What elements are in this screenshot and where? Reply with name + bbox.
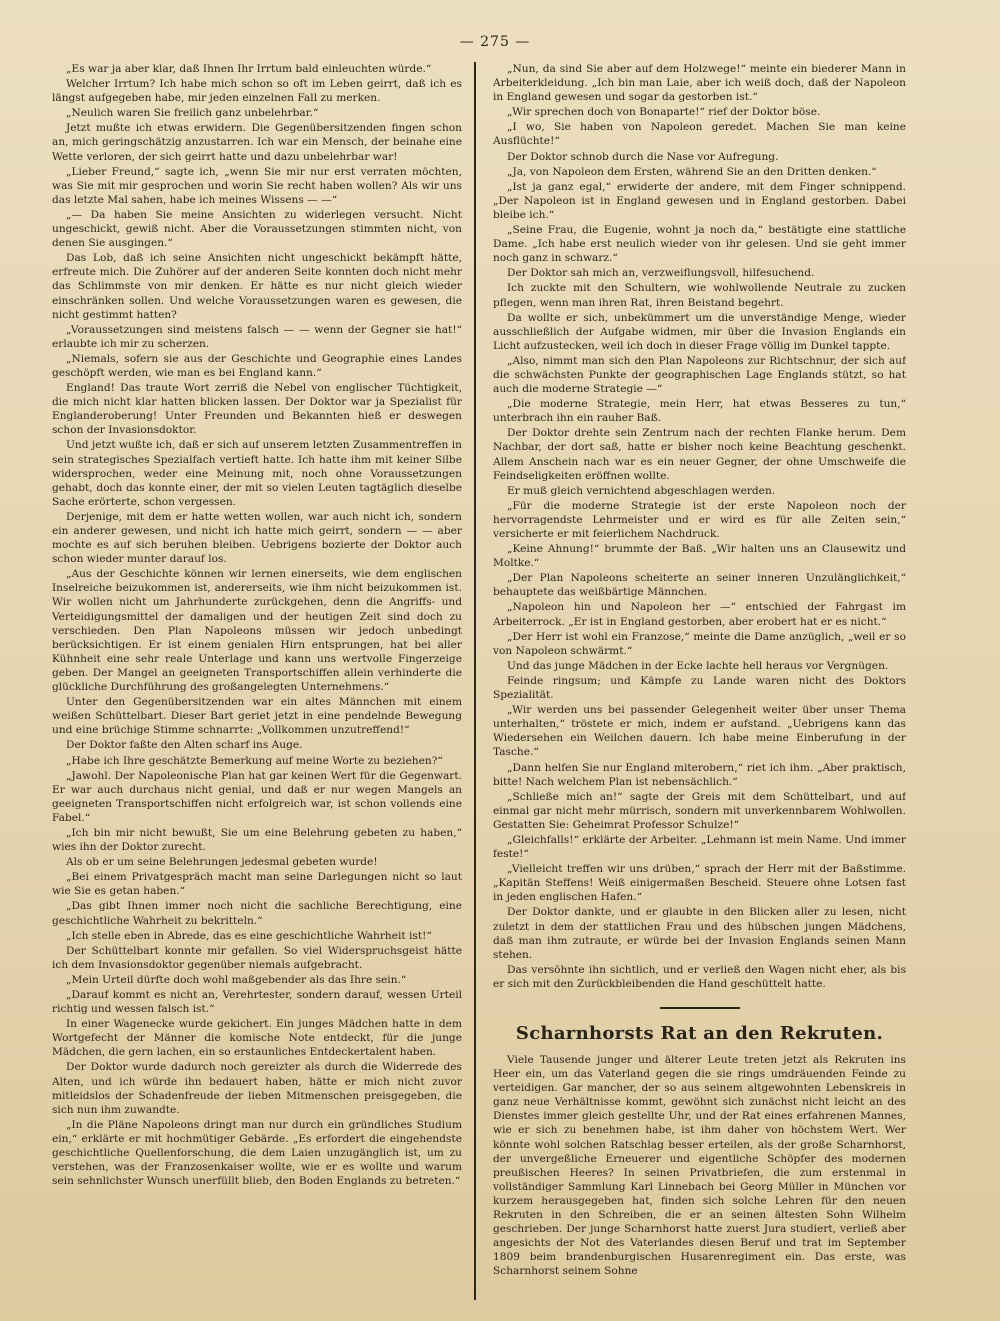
paragraph: „Vielleicht treffen wir uns drüben,“ sprach der Herr mit der Baßstimme. „Kapitän Steffens! Weiß einigermaßen Bescheid. Steuere ohne Lotsen fast in jeden englischen Hafen.“: [493, 863, 906, 904]
paragraph: „Lieber Freund,“ sagte ich, „wenn Sie mir nur erst verraten möchten, was Sie mit mir gesprochen und worin Sie recht haben wollen? Als wir uns das letzte Mal sahen, habe ich meines Wissens — —“: [52, 165, 462, 206]
paragraph: „Wir werden uns bei passender Gelegenheit weiter über unser Thema unterhalten,“ tröstete er mich, indem er aufstand. „Uebrigens kann das Wiedersehen ein Weilchen dauern. Ich habe meine Einberufung in der Tasche.“: [493, 704, 906, 759]
paragraph: „Ich stelle eben in Abrede, das es eine geschichtliche Wahrheit ist!“: [66, 929, 432, 942]
paragraph: „Es war ja aber klar, daß Ihnen Ihr Irrtum bald einleuchten würde.“: [66, 63, 432, 75]
paragraph: Der Doktor schnob durch die Nase vor Aufregung.: [507, 150, 779, 163]
story-continuation: [493, 62, 906, 991]
paragraph: Das Lob, daß ich seine Ansichten nicht ungeschickt bekämpft hätte, erfreute mich. Die Zuhörer auf der anderen Seite konnten doch nicht mehr das Schlimmste von mir denken. Er hätte es nur nicht gleich wieder einschränken sollen. Und welche Voraussetzungen waren es gewesen, die nicht gestimmt hatten?: [52, 252, 462, 321]
page-number: — 275 —: [459, 34, 531, 50]
paragraph: Und jetzt wußte ich, daß er sich auf unserem letzten Zusammentreffen in sein strategisches Spezialfach vertieft hatte. Ich hatte ihm mit keiner Silbe widersprochen, weder eine Meinung mit, noch ohne Voraussetzungen gehabt, doch das konnte einer, der mit so vielen Leuten tagtäglich dieselbe Sache erörterte, schon vergessen.: [52, 439, 462, 508]
paragraph: Der Doktor sah mich an, verzweiflungsvoll, hilfesuchend.: [507, 267, 815, 280]
paragraph: In einer Wagenecke wurde gekichert. Ein junges Mädchen hatte in dem Wortgefecht der Männer die komische Note entdeckt, für die junge Mädchen, die gern lachen, ein so erstaunliches Entdeckertalent haben.: [52, 1018, 462, 1059]
paragraph: Derjenige, mit dem er hatte wetten wollen, war auch nicht ich, sondern ein anderer gewesen, und nicht ich hatte mich geirrt, sondern — — aber mochte es auf sich beruhen bleiben. Uebrigens bozierte der Doktor auch schon wieder munter darauf los.: [52, 510, 462, 566]
paragraph: „Jawohl. Der Napoleonische Plan hat gar keinen Wert für die Gegenwart. Er war auch durchaus nicht genial, und daß er nur wegen Mangels an geeigneten Transportschiffen nicht erfolgreich war, ist schon vollends eine Fabel.“: [52, 769, 462, 824]
paragraph: „Darauf kommt es nicht an, Verehrtester, sondern darauf, wessen Urteil richtig und wessen falsch ist.“: [52, 989, 462, 1016]
paragraph: Und das junge Mädchen in der Ecke lachte hell heraus vor Vergnügen.: [507, 659, 889, 672]
paragraph: Welcher Irrtum? Ich habe mich schon so oft im Leben geirrt, daß ich es längst aufgegeben habe, mir jeden einzelnen Fall zu merken.: [52, 78, 462, 105]
paragraph: „Habe ich Ihre geschätzte Bemerkung auf meine Worte zu beziehen?“: [66, 754, 443, 767]
paragraph: Er muß gleich vernichtend abgeschlagen werden.: [507, 484, 776, 497]
paragraph: „Voraussetzungen sind meistens falsch — — wenn der Gegner sie hat!“ erlaubte ich mir zu scherzen.: [52, 323, 462, 350]
paragraph: „Aus der Geschichte können wir lernen einerseits, wie dem englischen Inselreiche beizukommen ist, andererseits, wie ihm nicht beizukommen ist. Wir wollen nicht um Jahrhunderte zurückgehen, denn die Angriffs- und Verteidigungsmittel der damaligen und der heutigen Zeit sind doch zu verschieden. Den Plan Napoleons müssen wir jedoch unbedingt berücksichtigen. Er ist einem genialen Hirn entsprungen, hat bei aller Kühnheit eine sehr reale Unterlage und kann uns wertvolle Fingerzeige geben. Der Mangel an geeigneten Transportschiffen allein verhinderte die glückliche Durchführung des großangelegten Unternehmens.“: [52, 568, 462, 694]
paragraph: Der Doktor faßte den Alten scharf ins Auge.: [66, 739, 303, 752]
paragraph: „Seine Frau, die Eugenie, wohnt ja noch da,“ bestätigte eine stattliche Dame. „Ich habe erst neulich wieder von ihr gelesen. Und sie geht immer noch ganz in schwarz.“: [493, 224, 906, 265]
paragraph: „Ich bin mir nicht bewußt, Sie um eine Belehrung gebeten zu haben,“ wies ihn der Doktor zurecht.: [52, 826, 462, 854]
left-column: [52, 62, 462, 1300]
paragraph: „Ja, von Napoleon dem Ersten, während Sie an den Dritten denken.“: [507, 165, 877, 178]
paragraph: Viele Tausende junger und älterer Leute treten jetzt als Rekruten ins Heer ein, um das Vaterland gegen die sie rings umdräuenden Feinde zu verteidigen. Gar mancher, der so aus seinem altgewohnten Lebenskreis in ganz neue Verhältnisse kommt, gewöhnt sich zunächst nicht leicht an des Dienstes immer gleich gestellte Uhr, und der Rat eines erfahrenen Mannes, wie er sich zu benehmen habe, ist ihm daher von höchstem Wert. Wer könnte wohl solchen Ratschlag besser erteilen, als der große Scharnhorst, der unvergeßliche Erneuerer und eigentliche Schöpfer des modernen preußischen Heeres? In seinen Privatbriefen, die zum erstenmal in vollständiger Sammlung Karl Linnebach bei Georg Müller in München vor kurzem herausgegeben hat, finden sich solche Lehren für den neuen Rekruten in den Schreiben, die er an seinen ältesten Sohn Wilhelm geschrieben. Der junge Scharnhorst hatte zuerst Jura studiert, verließ aber angesichts der Not des Vaterlandes diesen Beruf und trat im September 1809 beim brandenburgischen Husarenregiment ein. Das erste, was Scharnhorst seinem Sohne: [493, 1054, 906, 1278]
paragraph: „Keine Ahnung!“ brummte der Baß. „Wir halten uns an Clausewitz und Moltke.“: [493, 543, 906, 570]
paragraph: Unter den Gegenübersitzenden war ein altes Männchen mit einem weißen Schüttelbart. Dieser Bart geriet jetzt in eine pendelnde Bewegung und eine brüchige Stimme schnarrte: „Vollkommen unzutreffend!“: [52, 696, 462, 737]
paragraph: „I wo, Sie haben von Napoleon geredet. Machen Sie man keine Ausflüchte!“: [493, 121, 906, 148]
paragraph: Feinde ringsum; und Kämpfe zu Lande waren nicht des Doktors Spezialität.: [493, 674, 906, 702]
right-column: [493, 62, 906, 1300]
paragraph: „Die moderne Strategie, mein Herr, hat etwas Besseres zu tun,“ unterbrach ihn ein rauher Baß.: [493, 398, 906, 425]
paragraph: „Das gibt Ihnen immer noch nicht die sachliche Berechtigung, eine geschichtliche Wahrheit zu bekritteln.“: [52, 900, 462, 927]
paragraph: „Mein Urteil dürfte doch wohl maßgebender als das Ihre sein.“: [66, 973, 407, 986]
paragraph: „Niemals, sofern sie aus der Geschichte und Geographie eines Landes geschöpft werden, wie man es bei England kann.“: [52, 352, 462, 379]
paragraph: Der Doktor wurde dadurch noch gereizter als durch die Widerrede des Alten, und ich würde ihn bedauert haben, hätte er mich nicht zuvor mitleidslos der Schadenfreude der lieben Mitmenschen preisgegeben, die sich nun ihm zuwandte.: [52, 1061, 462, 1116]
section-rule: [660, 1007, 740, 1009]
column-divider: [474, 62, 476, 1300]
paragraph: „In die Pläne Napoleons dringt man nur durch ein gründliches Studium ein,“ erklärte er mit hochmütiger Gebärde. „Es erfordert die eingehendste geschichtliche Quellenforschung, die dem Laien unzugänglich ist, um zu verstehen, was der Franzosenkaiser wollte, wie er es wollte und warum sein sehnlichster Wunsch unerfüllt blieb, den Boden Englands zu betreten.“: [52, 1118, 462, 1188]
paragraph: Da wollte er sich, unbekümmert um die unverständige Menge, wieder ausschließlich der Aufgabe widmen, mir über die Invasion Englands ein Licht aufzustecken, weil ich doch in dieser Frage völlig im Dunkel tappte.: [493, 311, 906, 352]
paragraph: „Der Plan Napoleons scheiterte an seiner inneren Unzulänglichkeit,“ behauptete das weißbärtige Männchen.: [493, 572, 906, 599]
paragraph: „Also, nimmt man sich den Plan Napoleons zur Richtschnur, der sich auf die schwächsten Punkte der geographischen Lage Englands stützt, so hat auch die moderne Strategie —“: [493, 354, 906, 396]
paragraph: Der Doktor drehte sein Zentrum nach der rechten Flanke herum. Dem Nachbar, der dort saß, hatte er bisher noch keine Beachtung geschenkt. Allem Anschein nach war es ein neuer Gegner, der ohne Umschweife die Feindseligkeiten eröffnen wollte.: [493, 427, 906, 482]
paragraph: Der Schüttelbart konnte mir gefallen. So viel Widerspruchsgeist hätte ich dem Invasionsdoktor gegenüber niemals aufgebracht.: [52, 944, 462, 971]
paragraph: „Dann helfen Sie nur England miterobern,“ riet ich ihm. „Aber praktisch, bitte! Nach welchem Plan ist nebensächlich.“: [493, 761, 906, 788]
section-body: [493, 1053, 906, 1279]
paragraph: „Ist ja ganz egal,“ erwiderte der andere, mit dem Finger schnippend. „Der Napoleon ist in England gewesen und in England gestorben. Dabei bleibe ich.“: [493, 180, 906, 221]
paragraph: „Wir sprechen doch von Bonaparte!“ rief der Doktor böse.: [507, 106, 821, 119]
paragraph: Ich zuckte mit den Schultern, wie wohlwollende Neutrale zu zucken pflegen, wenn man ihren Rat, ihren Beistand begehrt.: [493, 282, 906, 309]
section-title: Scharnhorsts Rat an den Rekruten.: [515, 1023, 884, 1044]
paragraph: England! Das traute Wort zerriß die Nebel von englischer Tüchtigkeit, die mich nicht klar hatten blicken lassen. Der Doktor war ja Spezialist für Englanderoberung! Unter Freunden und Bekannten hieß er deswegen schon der Invasionsdoktor.: [52, 382, 462, 437]
paragraph: Der Doktor dankte, und er glaubte in den Blicken aller zu lesen, nicht zuletzt in dem der stattlichen Frau und des hübschen jungen Mädchens, daß man ihm zutraute, er würde bei der Invasion Englands seinen Mann stehen.: [493, 906, 906, 961]
paragraph: „Napoleon hin und Napoleon her —“ entschied der Fahrgast im Arbeiterrock. „Er ist in England gestorben, aber erobert hat er es nicht.“: [493, 601, 906, 628]
paragraph: Jetzt mußte ich etwas erwidern. Die Gegenübersitzenden fingen schon an, mich geringschätzig anzustarren. Ich war ein Mensch, der beinahe eine Wette verloren, der sich geirrt hatte und dazu unbelehrbar war!: [52, 122, 462, 163]
paragraph: Als ob er um seine Belehrungen jedesmal gebeten wurde!: [66, 856, 378, 869]
paragraph: Das versöhnte ihn sichtlich, und er verließ den Wagen nicht eher, als bis er sich mit den Zurückbleibenden die Hand geschüttelt hatte.: [493, 963, 906, 990]
paragraph: „Gleichfalls!“ erklärte der Arbeiter. „Lehmann ist mein Name. Und immer feste!“: [493, 833, 906, 861]
paragraph: „Schließe mich an!“ sagte der Greis mit dem Schüttelbart, und auf einmal gar nicht mehr mürrisch, sondern mit unverkennbarem Wohlwollen. Gestatten Sie: Geheimrat Professor Schulze!“: [493, 790, 906, 831]
paragraph: „Nun, da sind Sie aber auf dem Holzwege!“ meinte ein biederer Mann in Arbeiterkleidung. „Ich bin man Laie, aber ich weiß doch, daß der Napoleon in England gewesen und sogar da gestorben ist.“: [493, 63, 906, 104]
paragraph: „Neulich waren Sie freilich ganz unbelehrbar.“: [66, 107, 319, 120]
paragraph: „Bei einem Privatgespräch macht man seine Darlegungen nicht so laut wie Sie es getan haben.“: [52, 871, 462, 898]
paragraph: „Der Herr ist wohl ein Franzose,“ meinte die Dame anzüglich, „weil er so von Napoleon schwärmt.“: [493, 630, 906, 657]
paragraph: „Für die moderne Strategie ist der erste Napoleon noch der hervorragendste Lehrmeister und er wird es für alle Zeiten sein,“ versicherte er mit feierlichem Nachdruck.: [493, 499, 906, 540]
paragraph: „— Da haben Sie meine Ansichten zu widerlegen versucht. Nicht ungeschickt, gewiß nicht. Aber die Voraussetzungen stimmten nicht, von denen Sie ausgingen.“: [52, 208, 462, 250]
